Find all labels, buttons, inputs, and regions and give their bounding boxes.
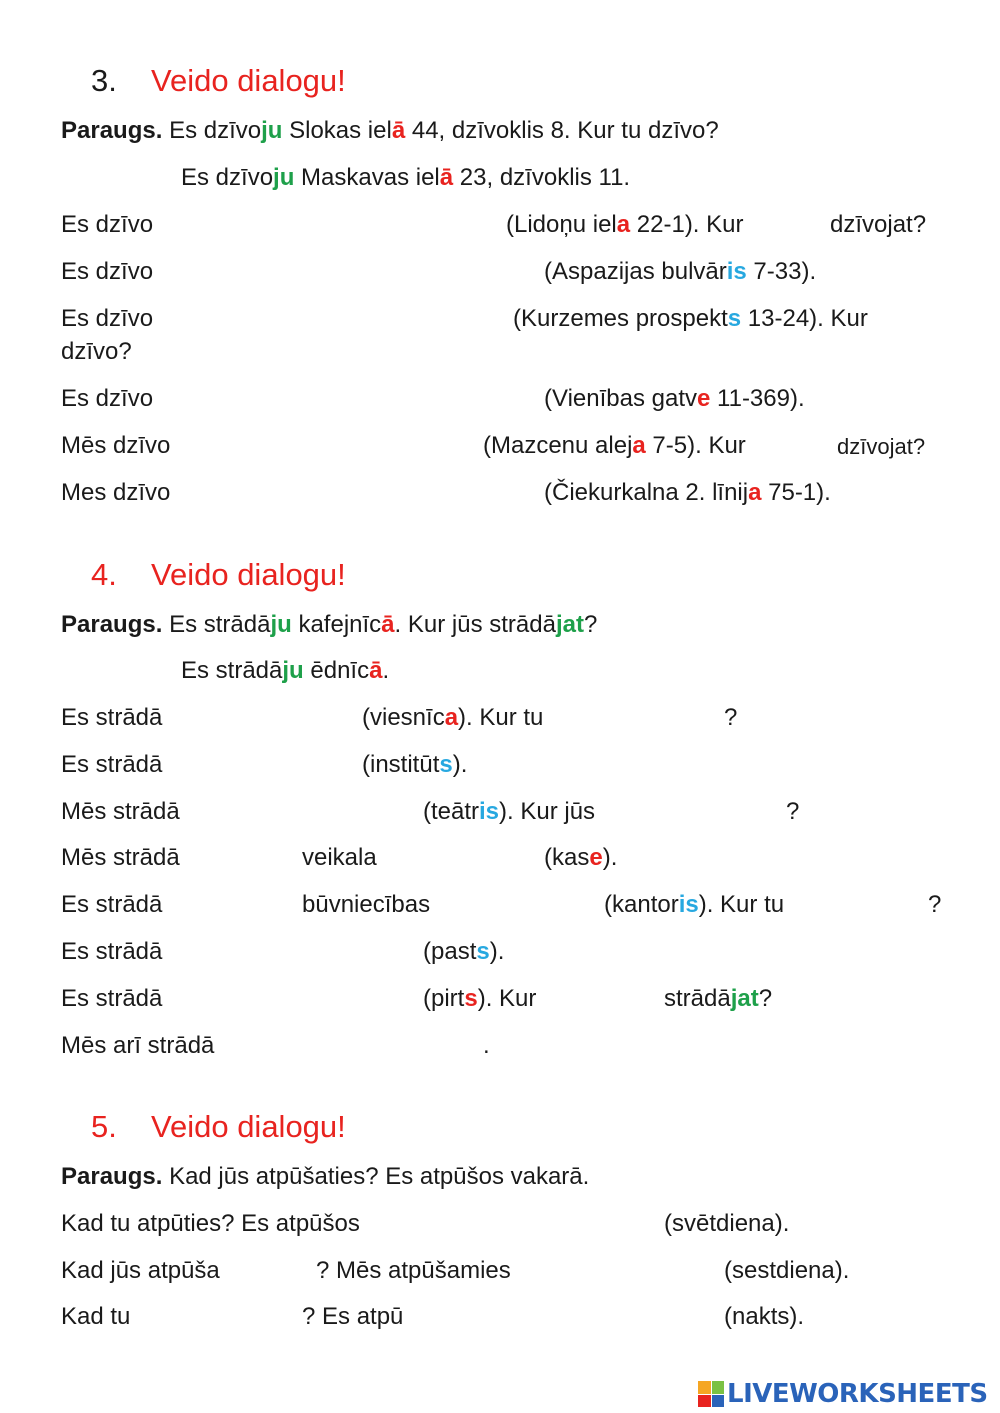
ex4-row-2-hint: (institūts). <box>362 751 468 778</box>
ending-red: ā <box>391 117 406 144</box>
ending-red: s <box>464 985 478 1012</box>
ex4-number: 4. <box>91 557 117 592</box>
ex3-row-1-hint: (Lidoņu iela 22-1). Kur <box>506 211 744 238</box>
logo-tile-icon <box>712 1381 725 1394</box>
ending-green: ju <box>273 164 295 191</box>
ex4-row-5-lead: Es strādā <box>61 891 163 918</box>
ex5-row-2-mid: ? Mēs atpūšamies <box>316 1257 511 1284</box>
ex4-sample-line-1: Paraugs. Es strādāju kafejnīcā. Kur jūs strādājat? <box>61 611 598 638</box>
sample-label: Paraugs. <box>61 611 163 638</box>
ex3-row-4-hint: (Vienības gatve 11-369). <box>544 385 805 412</box>
ex5-row-1-hint: (svētdiena). <box>664 1210 790 1237</box>
ex4-row-6-hint: (pasts). <box>423 938 505 965</box>
ending-green: ju <box>270 611 292 638</box>
ex5-title: Veido dialogu! <box>151 1109 346 1144</box>
ex5-row-3-mid: ? Es atpū <box>302 1303 404 1330</box>
ending-red: a <box>444 704 459 731</box>
logo-grid-icon <box>698 1381 724 1407</box>
ex4-row-7-lead: Es strādā <box>61 985 163 1012</box>
ending-blue: s <box>439 751 453 778</box>
ex3-row-1-lead: Es dzīvo <box>61 211 154 238</box>
ex3-row-4-lead: Es dzīvo <box>61 385 154 412</box>
ex3-row-5-hint: (Mazcenu aleja 7-5). Kur <box>483 432 746 459</box>
ex5-sample-line: Paraugs. Kad jūs atpūšaties? Es atpūšos vakarā. <box>61 1163 590 1190</box>
ex5-number: 5. <box>91 1109 117 1144</box>
ex3-number: 3. <box>91 63 117 98</box>
ex3-row-3-hint: (Kurzemes prospekts 13-24). Kur <box>513 305 868 332</box>
ex4-row-1-hint: (viesnīca). Kur tu <box>362 704 544 731</box>
ex3-row-6-lead: Mes dzīvo <box>61 479 171 506</box>
ex4-row-7-verb: strādājat? <box>664 985 773 1012</box>
ex3-row-5-lead: Mēs dzīvo <box>61 432 171 459</box>
ex4-row-3-lead: Mēs strādā <box>61 798 180 825</box>
logo-wordmark: LIVEWORKSHEETS <box>727 1379 988 1409</box>
ex3-row-2-lead: Es dzīvo <box>61 258 154 285</box>
ending-green: jat <box>730 985 759 1012</box>
ex5-row-3-hint: (nakts). <box>724 1303 805 1330</box>
ex4-row-7-hint: (pirts). Kur <box>423 985 537 1012</box>
ex4-row-5-mid: būvniecības <box>302 891 431 918</box>
ex4-row-1-qmark: ? <box>724 704 738 731</box>
ex4-row-8-dot: . <box>483 1032 490 1059</box>
ex3-row-3-lead: Es dzīvo <box>61 305 154 332</box>
ex5-row-2-a: Kad jūs atpūša <box>61 1257 220 1284</box>
ex5-row-2-hint: (sestdiena). <box>724 1257 850 1284</box>
ex4-row-4-lead: Mēs strādā <box>61 844 180 871</box>
ex3-row-1-tail: dzīvojat? <box>830 211 927 238</box>
sample-label: Paraugs. <box>61 1163 163 1190</box>
ex4-row-4-mid: veikala <box>302 844 377 871</box>
ending-green: ju <box>282 657 304 684</box>
ex3-row-3-wrap: dzīvo? <box>61 338 132 365</box>
ex3-row-2-hint: (Aspazijas bulvāris 7-33). <box>544 258 817 285</box>
ex4-row-5-qmark: ? <box>928 891 942 918</box>
ending-red: a <box>632 432 646 459</box>
ex4-title: Veido dialogu! <box>151 557 346 592</box>
ending-green: jat <box>555 611 584 638</box>
ending-blue: is <box>726 258 747 285</box>
logo-tile-icon <box>698 1395 711 1408</box>
ex3-sample-line-2: Es dzīvoju Maskavas ielā 23, dzīvoklis 11. <box>181 164 631 191</box>
ex4-row-6-lead: Es strādā <box>61 938 163 965</box>
ending-blue: s <box>727 305 742 332</box>
ex3-row-5-tail: dzīvojat? <box>837 434 926 459</box>
ending-red: ā <box>369 657 383 684</box>
ending-blue: s <box>476 938 490 965</box>
ex4-row-2-lead: Es strādā <box>61 751 163 778</box>
ex4-row-5-hint: (kantoris). Kur tu <box>604 891 785 918</box>
ending-red: a <box>748 479 762 506</box>
ex3-row-6-hint: (Čiekurkalna 2. līnija 75-1). <box>544 479 831 506</box>
ex4-row-3-hint: (teātris). Kur jūs <box>423 798 596 825</box>
ending-red: ā <box>381 611 395 638</box>
sample-label: Paraugs. <box>61 117 163 144</box>
ending-red: ā <box>439 164 454 191</box>
ex5-row-3-a: Kad tu <box>61 1303 131 1330</box>
ex4-row-3-qmark: ? <box>786 798 800 825</box>
ex5-row-1-a: Kad tu atpūties? Es atpūšos <box>61 1210 360 1237</box>
ex3-title: Veido dialogu! <box>151 63 346 98</box>
ending-red: e <box>589 844 603 871</box>
ending-blue: is <box>678 891 699 918</box>
logo-tile-icon <box>712 1395 725 1408</box>
ex4-row-8-lead: Mēs arī strādā <box>61 1032 215 1059</box>
liveworksheets-logo <box>698 1380 988 1408</box>
ending-red: e <box>697 385 711 412</box>
logo-tile-icon <box>698 1381 711 1394</box>
ex4-sample-line-2: Es strādāju ēdnīcā. <box>181 657 390 684</box>
ending-red: a <box>616 211 631 238</box>
ex4-row-4-hint: (kase). <box>544 844 618 871</box>
ex4-row-1-lead: Es strādā <box>61 704 163 731</box>
ending-blue: is <box>479 798 500 825</box>
ex3-sample-line-1: Paraugs. Es dzīvoju Slokas ielā 44, dzīvoklis 8. Kur tu dzīvo? <box>61 117 719 144</box>
ending-green: ju <box>261 117 283 144</box>
